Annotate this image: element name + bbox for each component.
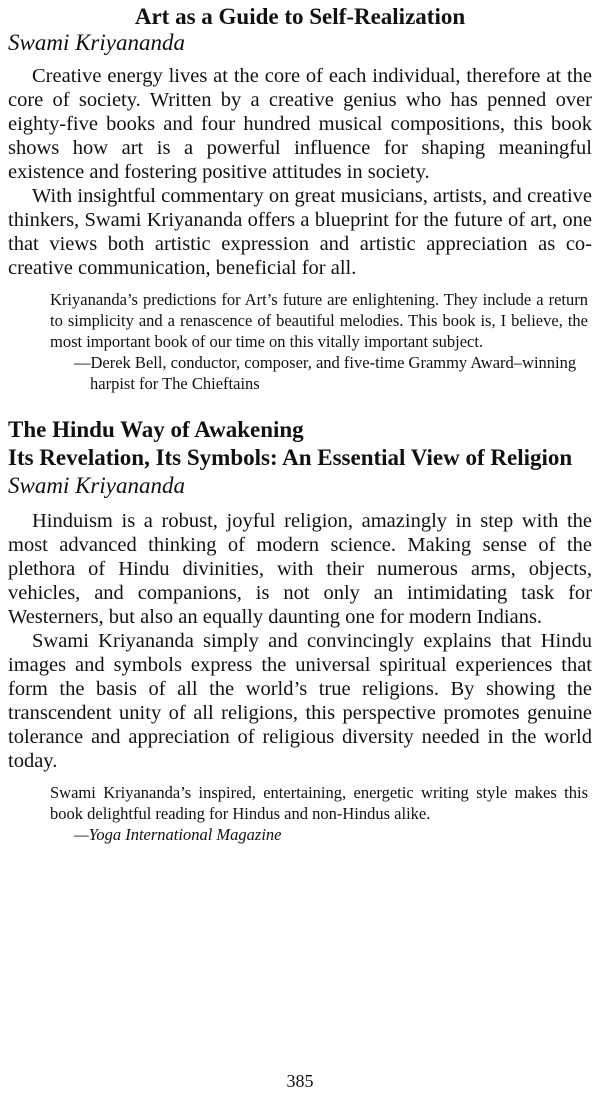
quote-attribution: —Yoga International Magazine <box>74 825 282 844</box>
book-title <box>8 4 592 29</box>
section-divider <box>8 394 592 416</box>
quote-text: Kriyananda’s predictions for Art’s future are enlightening. They include a return to simplicity and a renascence of beautiful melodies. This book is, I believe, the most important book of our time on this vitally important subject. <box>50 290 588 351</box>
book-title-line: Art as a Guide to Self-Realization <box>134 4 466 29</box>
book-entry-art-as-a-guide <box>8 4 592 394</box>
page <box>8 4 592 845</box>
book-title-line: The Hindu Way of Awakening <box>8 417 304 442</box>
book-entry-hindu-way-of-awakening <box>8 416 592 845</box>
description-paragraph: Hinduism is a robust, joyful religion, amazingly in step with the most advanced thinking of modern science. Making sense of the plethora of Hindu divinities, with their numerous arms, objects, vehicles, and companions, is not only an intimidating task for Westerners, but also an equally daunting one for modern Indians. <box>8 510 592 628</box>
book-author: Swami Kriyananda <box>8 473 185 498</box>
book-title <box>8 416 592 472</box>
description-paragraph: Swami Kriyananda simply and convincingly explains that Hindu images and symbols express the universal spiritual experiences that form the basis of all the world’s true religions. By showing the transcendent unity of all religions, this perspective promotes genuine tolerance and appreciation of religious diversity needed in the world today. <box>8 630 592 772</box>
review-quote <box>50 782 588 845</box>
description-paragraph: Creative energy lives at the core of each individual, therefore at the core of society. Written by a creative genius who has penned over eighty-five books and four hundred musical compositions, this book shows how art is a powerful influence for shaping meaningful existence and fostering positive attitudes in society. <box>8 65 592 183</box>
quote-text: Swami Kriyananda’s inspired, entertaining, energetic writing style makes this book delightful reading for Hindus and non-Hindus alike. <box>50 783 588 823</box>
review-quote <box>50 289 588 394</box>
quote-attribution: —Derek Bell, conductor, composer, and five-time Grammy Award–winning harpist for The Chieftains <box>74 353 577 393</box>
book-subtitle-line: Its Revelation, Its Symbols: An Essential View of Religion <box>8 445 573 470</box>
description-paragraph: With insightful commentary on great musicians, artists, and creative thinkers, Swami Kriyananda offers a blueprint for the future of art, one that views both artistic expression and artistic appreciation as co-creative communication, beneficial for all. <box>8 185 592 279</box>
page-number: 385 <box>286 1071 314 1091</box>
book-author: Swami Kriyananda <box>8 30 185 55</box>
